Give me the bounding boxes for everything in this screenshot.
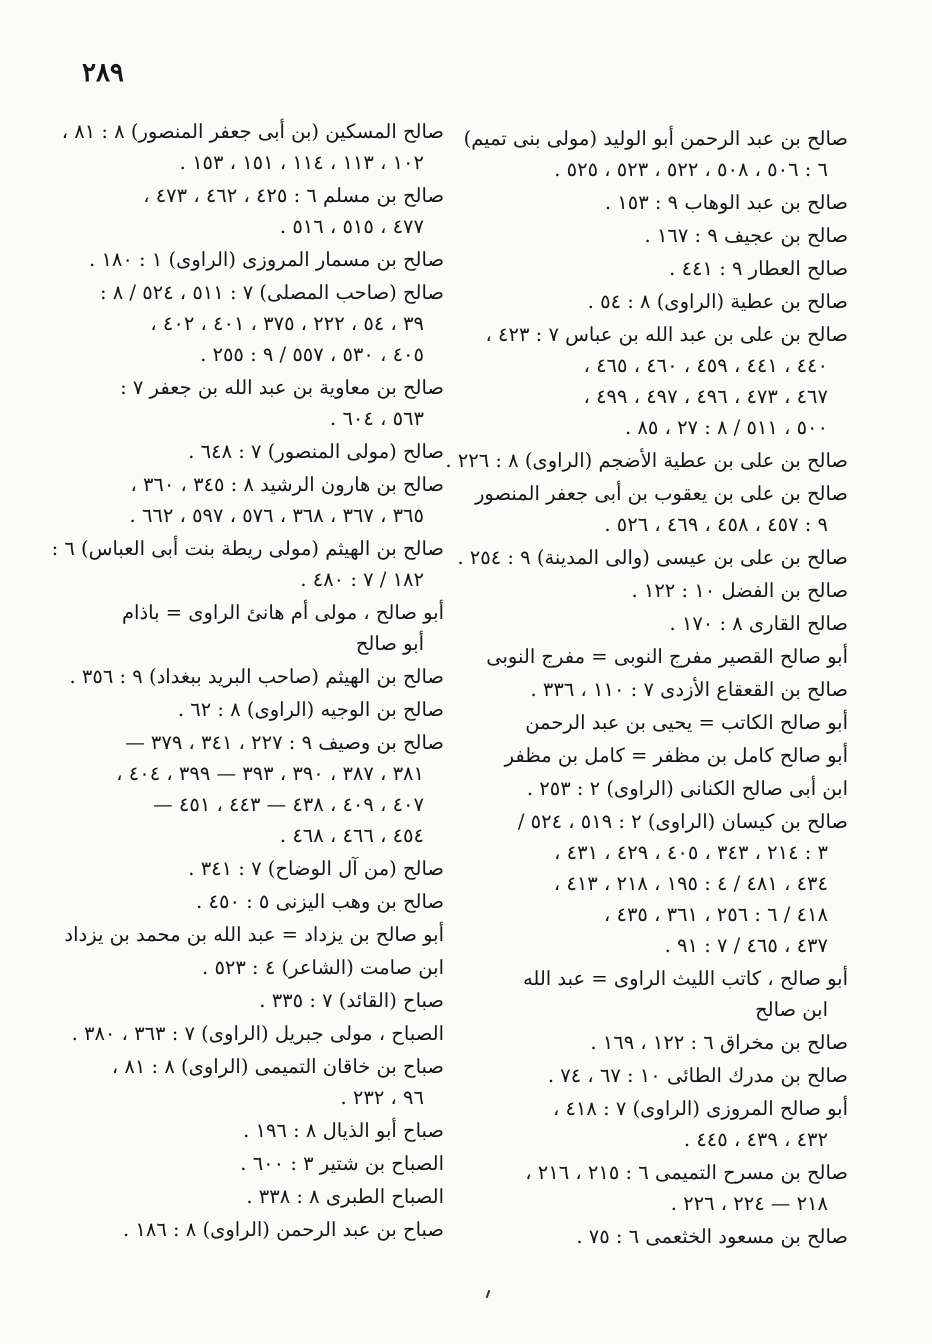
- entry-heading-line: صالح بن عبد الوهاب ٩ : ١٥٣ .: [604, 191, 848, 214]
- index-entry: [498, 1093, 848, 1155]
- index-entry: [498, 220, 848, 251]
- entry-heading-line: صالح بن عبد الرحمن أبو الوليد (مولى بنى تميم): [463, 127, 848, 150]
- index-entry: [498, 187, 848, 218]
- entry-heading-line: أبو صالح الكاتب = يحيى بن عبد الرحمن: [525, 711, 848, 734]
- index-entry: [498, 773, 848, 804]
- entry-heading-line: صالح بن هارون الرشيد ٨ : ٣٤٥ ، ٣٦٠ ،: [130, 473, 444, 496]
- entry-continuation-line: ٦ : ٥٠٦ ، ٥٠٨ ، ٥٢٢ ، ٥٢٣ ، ٥٢٥ .: [554, 158, 828, 181]
- entry-heading-line: أبو صالح المروزى (الراوى) ٧ : ٤١٨ ،: [552, 1097, 848, 1120]
- index-entry: [72, 694, 444, 725]
- index-entry: [498, 608, 848, 639]
- entry-heading-line: ابن أبى صالح الكنانى (الراوى) ٢ : ٢٥٣ .: [526, 777, 848, 800]
- entry-continuation-line: أبو صالح: [355, 632, 424, 655]
- entry-continuation-line: ٩ : ٤٥٧ ، ٤٥٨ ، ٤٦٩ ، ٥٢٦ .: [604, 513, 828, 536]
- index-entry: [463, 123, 848, 185]
- index-entry: [72, 985, 444, 1016]
- index-entry: [498, 1157, 848, 1219]
- index-entry: [457, 542, 848, 573]
- entry-heading-line: صالح بن على بن عطية الأضجم (الراوى) ٨ : ٢٢٦ .: [445, 449, 848, 472]
- index-entry: [72, 372, 444, 434]
- entry-continuation-line: ١٠٢ ، ١١٣ ، ١١٤ ، ١٥١ ، ١٥٣ .: [179, 151, 424, 174]
- entry-continuation-line: ٥٦٣ ، ٦٠٤ .: [330, 407, 424, 430]
- index-entry: [64, 919, 444, 950]
- entry-heading-line: أبو صالح بن يزداد = عبد الله بن محمد بن يزداد: [64, 923, 444, 946]
- index-entry: [72, 469, 444, 531]
- index-entry: [72, 853, 444, 884]
- entry-heading-line: صالح المسكين (بن أبى جعفر المنصور) ٨ : ٨١ ،: [61, 120, 444, 143]
- entry-heading-line: صالح بن معاوية بن عبد الله بن جعفر ٧ :: [120, 376, 444, 399]
- entry-heading-line: صالح بن مسعود الخثعمى ٦ : ٧٥ .: [576, 1225, 848, 1248]
- entry-heading-line: صالح بن عجيف ٩ : ١٦٧ .: [644, 224, 848, 247]
- index-entry: [51, 533, 444, 595]
- index-entry: [61, 116, 444, 178]
- index-entry: [72, 886, 444, 917]
- index-entry: [72, 180, 444, 242]
- entry-continuation-line: ٤٠٧ ، ٤٠٩ ، ٤٣٨ — ٤٤٣ ، ٤٥١ —: [153, 793, 424, 816]
- entry-heading-line: صالح بن مسمار المروزى (الراوى) ١ : ١٨٠ .: [89, 248, 444, 271]
- entry-heading-line: الصباح بن شتير ٣ : ٦٠٠ .: [240, 1152, 444, 1175]
- entry-heading-line: صالح بن كيسان (الراوى) ٢ : ٥١٩ ، ٥٢٤ /: [517, 810, 848, 833]
- index-entry: [498, 707, 848, 738]
- index-entry: [72, 597, 444, 659]
- entry-heading-line: الصباح ، مولى جبريل (الراوى) ٧ : ٣٦٣ ، ٣٨٠ .: [71, 1022, 444, 1045]
- entry-heading-line: صالح بن الهيثم (مولى ريطة بنت أبى العباس) ٦ :: [51, 537, 444, 560]
- entry-heading-line: الصباح الطبرى ٨ : ٣٣٨ .: [246, 1185, 444, 1208]
- index-entry: [498, 674, 848, 705]
- entry-heading-line: صالح بن مسلم ٦ : ٤٢٥ ، ٤٦٢ ، ٤٧٣ ،: [143, 184, 444, 207]
- entry-continuation-line: ٤٦٧ ، ٤٧٣ ، ٤٩٦ ، ٤٩٧ ، ٤٩٩ ،: [583, 385, 828, 408]
- index-entry: [72, 952, 444, 983]
- index-entry: [72, 1181, 444, 1212]
- entry-continuation-line: ٤٣٢ ، ٤٣٩ ، ٤٤٥ .: [683, 1128, 828, 1151]
- entry-continuation-line: ١٨٢ / ٧ : ٤٨٠ .: [300, 568, 424, 591]
- entry-heading-line: صالح بن القعقاع الأزدى ٧ : ١١٠ ، ٣٣٦ .: [530, 678, 848, 701]
- index-entry: [498, 286, 848, 317]
- entry-continuation-line: ٤٤٠ ، ٤٤١ ، ٤٥٩ ، ٤٦٠ ، ٤٦٥ ،: [583, 354, 828, 377]
- entry-heading-line: صالح بن عطية (الراوى) ٨ : ٥٤ .: [587, 290, 848, 313]
- entry-heading-line: صالح بن على بن عبد الله بن عباس ٧ : ٤٢٣ ،: [485, 323, 848, 346]
- entry-heading-line: صباح بن عبد الرحمن (الراوى) ٨ : ١٨٦ .: [123, 1218, 444, 1241]
- index-entry: [498, 963, 848, 1025]
- entry-continuation-line: ٣ : ٢١٤ ، ٣٤٣ ، ٤٠٥ ، ٤٢٩ ، ٤٣١ ،: [554, 841, 828, 864]
- entry-heading-line: صالح بن الهيثم (صاحب البريد ببغداد) ٩ : ٣٥٦ .: [69, 665, 444, 688]
- entry-heading-line: أبو صالح كامل بن مظفر = كامل بن مظفر: [504, 744, 848, 767]
- scan-mark: [486, 1290, 491, 1298]
- entry-heading-line: صالح (مولى المنصور) ٧ : ٦٤٨ .: [188, 440, 444, 463]
- entry-heading-line: صالح (صاحب المصلى) ٧ : ٥١١ ، ٥٢٤ / ٨ :: [99, 281, 444, 304]
- entry-continuation-line: ٥٠٠ ، ٥١١ / ٨ : ٢٧ ، ٨٥ .: [625, 416, 828, 439]
- entry-continuation-line: ٤٠٥ ، ٥٣٠ ، ٥٥٧ / ٩ : ٢٥٥ .: [200, 343, 424, 366]
- index-entry: [474, 478, 848, 540]
- entry-continuation-line: ٤٣٧ ، ٤٦٥ / ٧ : ٩١ .: [664, 934, 828, 957]
- entry-heading-line: ابن صامت (الشاعر) ٤ : ٥٢٣ .: [202, 956, 444, 979]
- entry-heading-line: صالح بن وهب اليزنى ٥ : ٤٥٠ .: [196, 890, 444, 913]
- index-entry: [498, 1060, 848, 1091]
- index-entry: [72, 1018, 444, 1049]
- entry-continuation-line: ٤٥٤ ، ٤٦٦ ، ٤٦٨ .: [279, 824, 424, 847]
- index-entry: [498, 806, 848, 961]
- entry-continuation-line: ٣٩ ، ٥٤ ، ٢٢٢ ، ٣٧٥ ، ٤٠١ ، ٤٠٢ ،: [150, 312, 424, 335]
- entry-continuation-line: ٣٨١ ، ٣٨٧ ، ٣٩٠ ، ٣٩٣ — ٣٩٩ ، ٤٠٤ ،: [116, 762, 424, 785]
- index-entry: [72, 1115, 444, 1146]
- entry-continuation-line: ٩٦ ، ٢٣٢ .: [340, 1086, 424, 1109]
- entry-heading-line: صالح بن على بن يعقوب بن أبى جعفر المنصور: [474, 482, 848, 505]
- index-entry: [72, 1051, 444, 1113]
- entry-continuation-line: ٣٦٥ ، ٣٦٧ ، ٣٦٨ ، ٥٧٦ ، ٥٩٧ ، ٦٦٢ .: [129, 504, 424, 527]
- index-column-left: [51, 116, 444, 1247]
- entry-continuation-line: ٤٧٧ ، ٥١٥ ، ٥١٦ .: [279, 215, 424, 238]
- entry-heading-line: صباح (القائد) ٧ : ٣٣٥ .: [259, 989, 444, 1012]
- entry-heading-line: أبو صالح ، مولى أم هانئ الراوى = باذام: [121, 601, 444, 624]
- entry-continuation-line: ٤٣٤ ، ٤٨١ / ٤ : ١٩٥ ، ٢١٨ ، ٤١٣ ،: [553, 872, 828, 895]
- entry-heading-line: صباح أبو الذيال ٨ : ١٩٦ .: [243, 1119, 444, 1142]
- index-entry: [72, 1148, 444, 1179]
- entry-heading-line: أبو صالح ، كاتب الليث الراوى = عبد الله: [522, 967, 848, 990]
- index-entry: [498, 253, 848, 284]
- index-column-right: [445, 123, 848, 1254]
- index-entry: [72, 277, 444, 370]
- entry-heading-line: صالح بن الفضل ١٠ : ١٢٢ .: [631, 579, 848, 602]
- entry-heading-line: صالح بن مدرك الطائى ١٠ : ٦٧ ، ٧٤ .: [547, 1064, 848, 1087]
- entry-heading-line: صالح العطار ٩ : ٤٤١ .: [669, 257, 848, 280]
- page-number: ٢٨٩: [82, 58, 124, 88]
- index-entry: [72, 436, 444, 467]
- entry-heading-line: صالح بن الوجيه (الراوى) ٨ : ٦٢ .: [177, 698, 444, 721]
- entry-continuation-line: ابن صالح: [755, 998, 828, 1021]
- index-entry: [445, 445, 848, 476]
- entry-heading-line: صالح بن على بن عيسى (والى المدينة) ٩ : ٢٥٤ .: [457, 546, 848, 569]
- entry-heading-line: صالح بن وصيف ٩ : ٢٢٧ ، ٣٤١ ، ٣٧٩ —: [125, 731, 444, 754]
- index-entry: [498, 1027, 848, 1058]
- index-entry: [486, 641, 848, 672]
- index-entry: [498, 575, 848, 606]
- entry-heading-line: أبو صالح القصير مفرج النوبى = مفرج النوبى: [486, 645, 848, 668]
- index-entry: [498, 740, 848, 771]
- entry-heading-line: صالح بن مسرح التميمى ٦ : ٢١٥ ، ٢١٦ ،: [525, 1161, 848, 1184]
- index-entry: [72, 244, 444, 275]
- index-entry: [498, 1221, 848, 1252]
- entry-heading-line: صالح القارى ٨ : ١٧٠ .: [669, 612, 848, 635]
- entry-heading-line: صالح (من آل الوضاح) ٧ : ٣٤١ .: [188, 857, 444, 880]
- entry-heading-line: صالح بن مخراق ٦ : ١٢٢ ، ١٦٩ .: [590, 1031, 848, 1054]
- index-entry: [72, 1214, 444, 1245]
- index-entry: [72, 727, 444, 851]
- entry-continuation-line: ٤١٨ / ٦ : ٢٥٦ ، ٣٦١ ، ٤٣٥ ،: [603, 903, 828, 926]
- index-entry: [485, 319, 848, 443]
- entry-continuation-line: ٢١٨ — ٢٢٤ ، ٢٢٦ .: [670, 1192, 828, 1215]
- entry-heading-line: صباح بن خاقان التميمى (الراوى) ٨ : ٨١ ،: [111, 1055, 444, 1078]
- index-entry: [69, 661, 444, 692]
